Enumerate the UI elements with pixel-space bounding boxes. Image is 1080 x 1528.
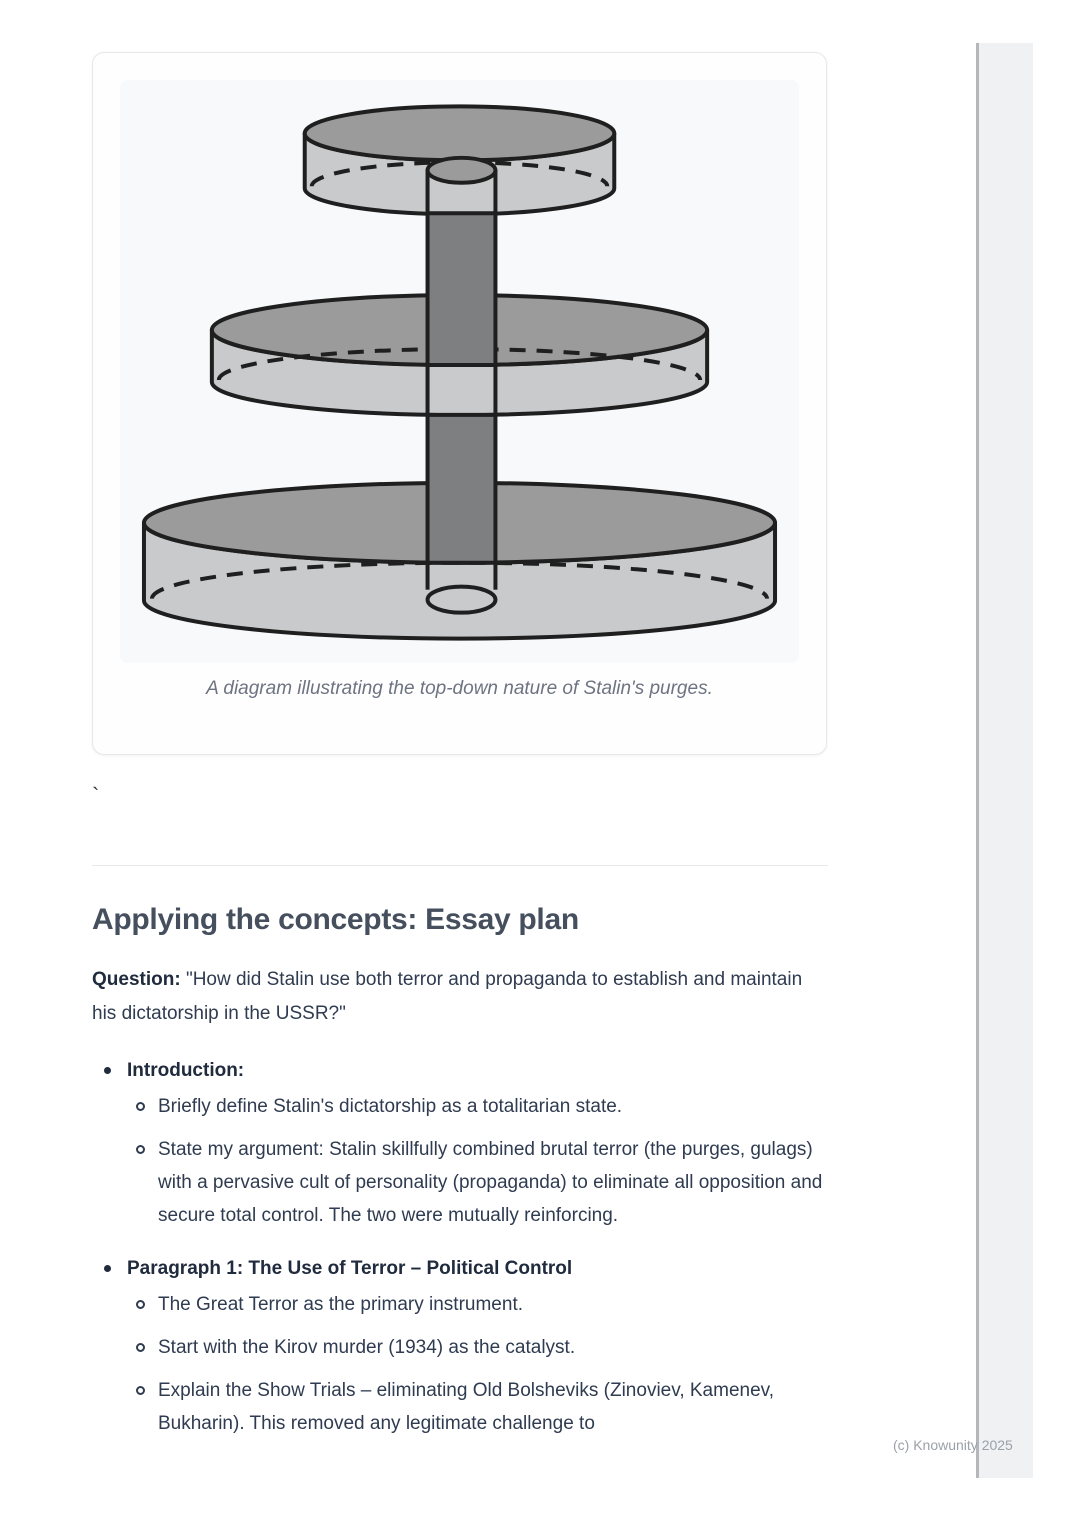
circle-bullet-icon bbox=[136, 1102, 145, 1111]
circle-bullet-icon bbox=[136, 1300, 145, 1309]
outline-group-introduction bbox=[92, 1054, 828, 1232]
watermark: (c) Knowunity 2025 bbox=[893, 1437, 1013, 1453]
column-top-cap bbox=[428, 158, 496, 183]
outline-point-text: State my argument: Stalin skillfully combined brutal terror (the purges, gulags) with a pervasive cult of personality (propaganda) to eliminate all opposition and secure total control. The two were mutually reinforcing. bbox=[158, 1139, 823, 1226]
bullet-dot-icon bbox=[104, 1067, 111, 1074]
figure-caption: A diagram illustrating the top-down nature of Stalin's purges. bbox=[206, 678, 713, 699]
outline-sublist bbox=[92, 1288, 828, 1440]
circle-bullet-icon bbox=[136, 1386, 145, 1395]
outline-point bbox=[92, 1331, 828, 1364]
figure-image bbox=[120, 80, 799, 663]
question-label: Question: bbox=[92, 969, 181, 990]
outline-sublist bbox=[92, 1090, 828, 1232]
outline-group-label bbox=[92, 1252, 828, 1285]
column-upper-segment bbox=[428, 213, 496, 365]
top-disc-face bbox=[305, 106, 615, 160]
column-bottom-cap bbox=[428, 587, 496, 613]
outline-group-label-text: Introduction: bbox=[127, 1060, 245, 1081]
outline-point bbox=[92, 1374, 828, 1440]
outline-point-text: Explain the Show Trials – eliminating Old Bolsheviks (Zinoviev, Kamenev, Bukharin). This removed any legitimate challenge to bbox=[158, 1380, 775, 1434]
outline-point bbox=[92, 1133, 828, 1232]
question-text: "How did Stalin use both terror and propaganda to establish and maintain his dictatorship in the USSR?" bbox=[92, 969, 803, 1024]
section-heading: Applying the concepts: Essay plan bbox=[92, 903, 579, 936]
outline-group-label bbox=[92, 1054, 828, 1087]
outline-group-paragraph-1 bbox=[92, 1252, 828, 1440]
scrollbar-track[interactable] bbox=[976, 43, 1033, 1478]
column-lower-segment bbox=[428, 415, 496, 563]
stray-backtick-text: ` bbox=[92, 783, 100, 808]
circle-bullet-icon bbox=[136, 1145, 145, 1154]
bullet-dot-icon bbox=[104, 1265, 111, 1272]
tiered-purge-diagram bbox=[120, 80, 799, 663]
section-divider bbox=[92, 865, 828, 866]
essay-outline bbox=[92, 1054, 828, 1440]
outline-point-text: The Great Terror as the primary instrument. bbox=[158, 1294, 523, 1315]
outline-point-text: Start with the Kirov murder (1934) as the catalyst. bbox=[158, 1337, 576, 1358]
circle-bullet-icon bbox=[136, 1343, 145, 1352]
outline-point-text: Briefly define Stalin's dictatorship as a totalitarian state. bbox=[158, 1096, 623, 1117]
outline-point bbox=[92, 1090, 828, 1123]
document-content bbox=[92, 0, 828, 1440]
outline-group-label-text: Paragraph 1: The Use of Terror – Political Control bbox=[127, 1258, 573, 1279]
figure-card bbox=[92, 52, 827, 755]
outline-point bbox=[92, 1288, 828, 1321]
question-paragraph bbox=[92, 963, 828, 1031]
